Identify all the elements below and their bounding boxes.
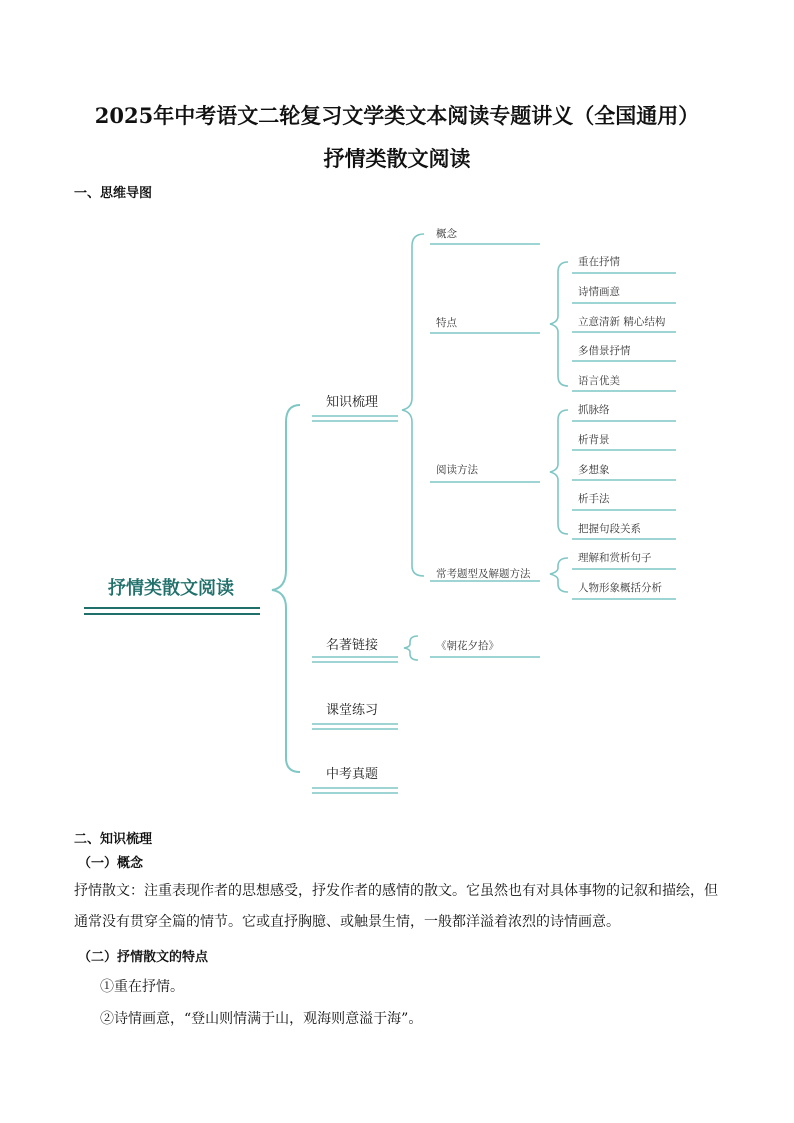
mindmap-root: 抒情类散文阅读 <box>108 578 234 599</box>
mind-map-lines <box>0 210 794 810</box>
reading-item: 把握句段关系 <box>578 523 641 535</box>
question-item: 理解和赏析句子 <box>578 552 652 564</box>
feature-point: ①重在抒情。 <box>100 979 184 995</box>
subsection-features-heading: （二）抒情散文的特点 <box>78 950 209 965</box>
feature-item: 语言优美 <box>578 375 620 387</box>
branch-practice: 课堂练习 <box>326 703 379 718</box>
feature-item: 诗情画意 <box>578 286 620 298</box>
reading-item: 析背景 <box>578 434 610 446</box>
branch-knowledge: 知识梳理 <box>326 395 379 410</box>
document-subtitle: 抒情类散文阅读 <box>323 146 471 171</box>
feature-item: 重在抒情 <box>578 256 620 268</box>
mind-map <box>0 210 794 810</box>
section-knowledge-heading: 二、知识梳理 <box>74 832 153 847</box>
section-mindmap-heading: 一、思维导图 <box>74 186 153 201</box>
document-title: 2025年中考语文二轮复习文学类文本阅读专题讲义（全国通用） <box>94 103 700 128</box>
feature-point: ②诗情画意，“登山则情满于山，观海则意溢于海”。 <box>100 1011 423 1027</box>
sub-features: 特点 <box>436 317 457 329</box>
classic-item: 《朝花夕拾》 <box>436 640 499 652</box>
sub-concept: 概念 <box>436 228 457 240</box>
sub-question-types: 常考题型及解题方法 <box>436 568 531 580</box>
concept-paragraph: 抒情散文：注重表现作者的思想感受，抒发作者的感情的散文。它虽然也有对具体事物的记叙和描绘，但通常没有贯穿全篇的情节。它或直抒胸臆、或触景生情，一般都洋溢着浓烈的诗情画意。 <box>74 883 718 930</box>
branch-exam: 中考真题 <box>326 767 379 782</box>
reading-item: 抓脉络 <box>578 404 610 416</box>
question-item: 人物形象概括分析 <box>578 582 662 594</box>
subsection-concept-heading: （一）概念 <box>78 856 144 871</box>
reading-item: 多想象 <box>578 464 610 476</box>
sub-reading-methods: 阅读方法 <box>436 464 478 476</box>
branch-classic: 名著链接 <box>326 638 379 653</box>
feature-item: 多借景抒情 <box>578 345 631 357</box>
reading-item: 析手法 <box>578 493 610 505</box>
feature-item: 立意清新 精心结构 <box>578 316 666 328</box>
